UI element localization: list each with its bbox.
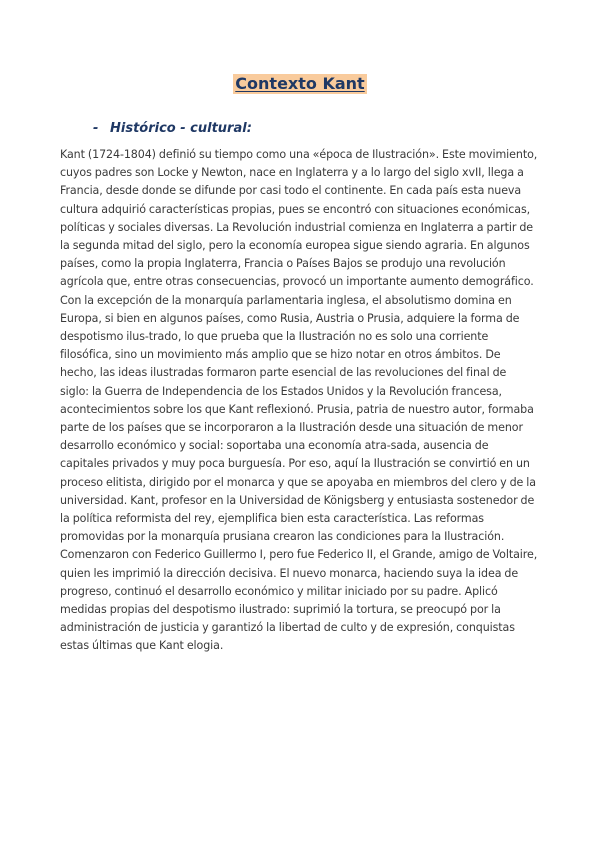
section-heading-text: Histórico - cultural: <box>110 121 252 136</box>
document-title: Contexto Kant <box>235 74 365 93</box>
bullet-dash: - <box>93 121 99 136</box>
body-paragraph: Kant (1724-1804) definió su tiempo como una «época de Ilustración». Este movimiento, cuyos padres son Locke y Newton, nace en Inglaterra y a lo largo del siglo xvII, llega a Francia, desde donde se difunde por casi todo el continente. En cada país esta nueva cultura adquirió características propias, pues se encontró con situaciones económicas, políticas y sociales diversas. La Revolución industrial comienza en Inglaterra a partir de la segunda mitad del siglo, pero la economía europea sigue siendo agraria. En algunos países, como la propia Inglaterra, Francia o Países Bajos se produjo una revolución agrícola que, entre otras consecuencias, provocó un importante aumento demográfico. Con la excepción de la monarquía parlamentaria inglesa, el absolutismo domina en Europa, si bien en algunos países, como Rusia, Austria o Prusia, adquiere la forma de despotismo ilus-trado, lo que prueba que la Ilustración no es solo una corriente filosófica, sino un movimiento más amplio que se hizo notar en otros ámbitos. De hecho, las ideas ilustradas formaron parte esencial de las revoluciones del final de siglo: la Guerra de Independencia de los Estados Unidos y la Revolución francesa, acontecimientos sobre los que Kant reflexionó. Prusia, patria de nuestro autor, formaba parte de los países que se incorporaron a la Ilustración desde una situación de menor desarrollo económico y social: soportaba una economía atra-sada, ausencia de capitales privados y muy poca burguesía. Por eso, aquí la Ilustración se convirtió en un proceso elitista, dirigido por el monarca y que se apoyaba en miembros del clero y de la universidad. Kant, profesor en la Universidad de Königsberg y entusiasta sostenedor de la política reformista del rey, ejemplifica bien esta característica. Las reformas promovidas por la monarquía prusiana crearon las condiciones para la Ilustración. Comenzaron con Federico Guillermo I, pero fue Federico II, el Grande, amigo de Voltaire, quien les imprimió la dirección decisiva. El nuevo monarca, haciendo suya la idea de progreso, continuó el desarrollo económico y militar iniciado por su padre. Aplicó medidas propias del despotismo ilustrado: suprimió la tortura, se preocupó por la administración de justicia y garantizó la libertad de culto y de expresión, conquistas estas últimas que Kant elogia. <box>60 148 538 653</box>
title-container <box>0 74 600 94</box>
section-heading <box>93 121 252 137</box>
